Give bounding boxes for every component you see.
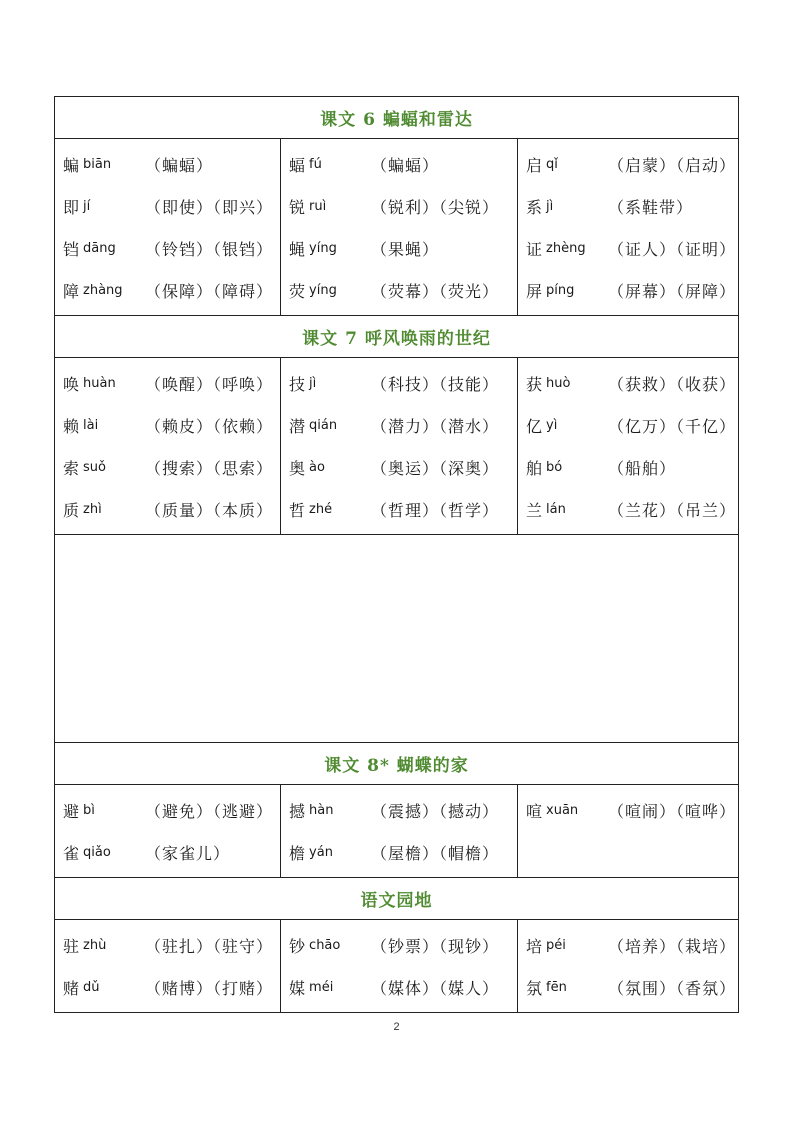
pinyin: ruì	[309, 198, 327, 214]
pinyin: fēn	[546, 979, 567, 995]
example-words: （系鞋带）	[608, 197, 694, 217]
character: 索	[63, 458, 80, 478]
pinyin: zhèng	[546, 240, 586, 256]
vocab-entry	[526, 143, 737, 185]
word-column	[280, 358, 517, 534]
word-column	[517, 139, 738, 315]
example-words: （驻扎）（驻守）	[145, 936, 274, 956]
character: 奥	[289, 458, 306, 478]
pinyin: jì	[309, 375, 317, 391]
example-words: （喧闹）（喧哗）	[608, 801, 737, 821]
example-words: （屋檐）（帽檐）	[371, 843, 500, 863]
example-words: （即使）（即兴）	[145, 197, 274, 217]
vocab-entry	[526, 185, 732, 227]
character: 撼	[289, 801, 306, 821]
vocab-entry	[526, 488, 737, 530]
example-words: （科技）（技能）	[371, 374, 500, 394]
vocab-entry	[63, 789, 274, 831]
character: 避	[63, 801, 80, 821]
pinyin: hàn	[309, 802, 334, 818]
example-words: （震撼）（撼动）	[371, 801, 500, 821]
pinyin: bì	[83, 802, 95, 818]
character: 障	[63, 281, 80, 301]
section-grid-language-garden	[54, 920, 739, 1013]
pinyin: huò	[546, 375, 571, 391]
character: 即	[63, 197, 80, 217]
example-words: （奥运）（深奥）	[371, 458, 500, 478]
example-words: （哲理）（哲学）	[371, 500, 500, 520]
character: 证	[526, 239, 543, 259]
pinyin: zhì	[83, 501, 102, 517]
vocab-entry	[289, 269, 511, 311]
character: 哲	[289, 500, 306, 520]
section-title-language-garden: 语文园地	[54, 878, 739, 920]
vocab-entry	[63, 362, 274, 404]
character: 氛	[526, 978, 543, 998]
word-column	[280, 139, 517, 315]
pinyin: yì	[546, 417, 558, 433]
character: 锐	[289, 197, 306, 217]
vocab-entry	[289, 831, 511, 873]
vocab-entry	[289, 966, 511, 1008]
vocabulary-sheet	[54, 96, 739, 1013]
character: 质	[63, 500, 80, 520]
character: 蝇	[289, 239, 306, 259]
section-grid-lesson-8	[54, 785, 739, 878]
example-words: （船舶）	[608, 458, 677, 478]
pinyin: jí	[83, 198, 91, 214]
vocab-entry	[63, 269, 274, 311]
pinyin: qiǎo	[83, 844, 111, 860]
example-words: （钞票）（现钞）	[371, 936, 500, 956]
vocab-entry	[289, 488, 511, 530]
vocab-entry	[526, 446, 732, 488]
pinyin: huàn	[83, 375, 116, 391]
pinyin: méi	[309, 979, 334, 995]
character: 媒	[289, 978, 306, 998]
pinyin: zhàng	[83, 282, 123, 298]
character: 赌	[63, 978, 80, 998]
pinyin: xuān	[546, 802, 579, 818]
character: 赖	[63, 416, 80, 436]
vocab-entry	[289, 227, 511, 269]
vocab-entry	[289, 185, 511, 227]
vocab-entry	[63, 924, 274, 966]
example-words: （质量）（本质）	[145, 500, 274, 520]
character: 获	[526, 374, 543, 394]
character: 蝠	[289, 155, 306, 175]
pinyin: qián	[309, 417, 338, 433]
pinyin: biān	[83, 156, 112, 172]
character: 兰	[526, 500, 543, 520]
section-grid-lesson-7	[54, 358, 739, 535]
character: 钞	[289, 936, 306, 956]
example-words: （锐利）（尖锐）	[371, 197, 500, 217]
page-number: 2	[393, 1021, 400, 1033]
vocab-entry	[526, 362, 737, 404]
vocab-entry	[526, 924, 737, 966]
example-words: （搜索）（思索）	[145, 458, 274, 478]
vocab-entry	[526, 404, 737, 446]
character: 驻	[63, 936, 80, 956]
pinyin: jì	[546, 198, 554, 214]
vocab-entry	[289, 789, 511, 831]
vocab-entry	[289, 362, 511, 404]
pinyin: lài	[83, 417, 99, 433]
pinyin: yíng	[309, 282, 337, 298]
example-words: （赖皮）（依赖）	[145, 416, 274, 436]
vocab-entry	[63, 143, 274, 185]
vocab-entry	[63, 446, 274, 488]
word-column	[517, 920, 738, 1012]
word-column	[517, 358, 738, 534]
character: 铛	[63, 239, 80, 259]
character: 荧	[289, 281, 306, 301]
vocab-entry	[289, 446, 511, 488]
pinyin: fú	[309, 156, 322, 172]
example-words: （证人）（证明）	[608, 239, 737, 259]
example-words: （保障）（障碍）	[145, 281, 274, 301]
character: 唤	[63, 374, 80, 394]
example-words: （屏幕）（屏障）	[608, 281, 737, 301]
word-column	[55, 139, 280, 315]
example-words: （蝙蝠）	[371, 155, 440, 175]
example-words: （获救）（收获）	[608, 374, 737, 394]
example-words: （媒体）（媒人）	[371, 978, 500, 998]
vocab-entry	[63, 185, 274, 227]
example-words: （启蒙）（启动）	[608, 155, 737, 175]
section-title-lesson-8: 课文 8* 蝴蝶的家	[54, 743, 739, 785]
word-column	[280, 920, 517, 1012]
word-column	[55, 785, 280, 877]
example-words: （家雀儿）	[145, 843, 231, 863]
pinyin: ào	[309, 459, 325, 475]
vocab-entry	[526, 227, 737, 269]
blank-area	[54, 535, 739, 743]
character: 系	[526, 197, 543, 217]
example-words: （避免）（逃避）	[145, 801, 274, 821]
vocab-entry	[289, 143, 511, 185]
word-column	[280, 785, 517, 877]
pinyin: bó	[546, 459, 563, 475]
character: 喧	[526, 801, 543, 821]
example-words: （培养）（栽培）	[608, 936, 737, 956]
pinyin: yán	[309, 844, 333, 860]
character: 蝙	[63, 155, 80, 175]
character: 屏	[526, 281, 543, 301]
vocab-entry	[63, 488, 274, 530]
vocab-entry	[526, 269, 737, 311]
pinyin: chāo	[309, 937, 341, 953]
vocab-entry	[63, 831, 274, 873]
example-words: （赌博）（打赌）	[145, 978, 274, 998]
character: 雀	[63, 843, 80, 863]
pinyin: péi	[546, 937, 566, 953]
word-column	[55, 358, 280, 534]
vocab-entry	[289, 404, 511, 446]
pinyin: píng	[546, 282, 575, 298]
example-words: （潜力）（潜水）	[371, 416, 500, 436]
pinyin: zhù	[83, 937, 107, 953]
section-grid-lesson-6	[54, 139, 739, 316]
section-title-lesson-6: 课文 6 蝙蝠和雷达	[54, 96, 739, 139]
vocab-entry	[63, 966, 274, 1008]
vocab-entry	[526, 966, 737, 1008]
character: 启	[526, 155, 543, 175]
character: 培	[526, 936, 543, 956]
pinyin: dāng	[83, 240, 116, 256]
example-words: （荧幕）（荧光）	[371, 281, 500, 301]
vocab-entry	[526, 789, 737, 831]
character: 潜	[289, 416, 306, 436]
pinyin: yíng	[309, 240, 337, 256]
character: 舶	[526, 458, 543, 478]
character: 亿	[526, 416, 543, 436]
example-words: （亿万）（千亿）	[608, 416, 737, 436]
section-title-lesson-7: 课文 7 呼风唤雨的世纪	[54, 316, 739, 358]
pinyin: suǒ	[83, 459, 106, 475]
example-words: （兰花）（吊兰）	[608, 500, 737, 520]
word-column	[517, 785, 738, 877]
example-words: （铃铛）（银铛）	[145, 239, 274, 259]
vocab-entry	[63, 227, 274, 269]
pinyin: dǔ	[83, 979, 100, 995]
example-words: （果蝇）	[371, 239, 440, 259]
example-words: （氛围）（香氛）	[608, 978, 737, 998]
word-column	[55, 920, 280, 1012]
character: 技	[289, 374, 306, 394]
character: 檐	[289, 843, 306, 863]
pinyin: qǐ	[546, 156, 558, 172]
pinyin: zhé	[309, 501, 333, 517]
vocab-entry	[289, 924, 511, 966]
example-words: （蝙蝠）	[145, 155, 214, 175]
example-words: （唤醒）（呼唤）	[145, 374, 274, 394]
vocab-entry	[63, 404, 274, 446]
pinyin: lán	[546, 501, 566, 517]
